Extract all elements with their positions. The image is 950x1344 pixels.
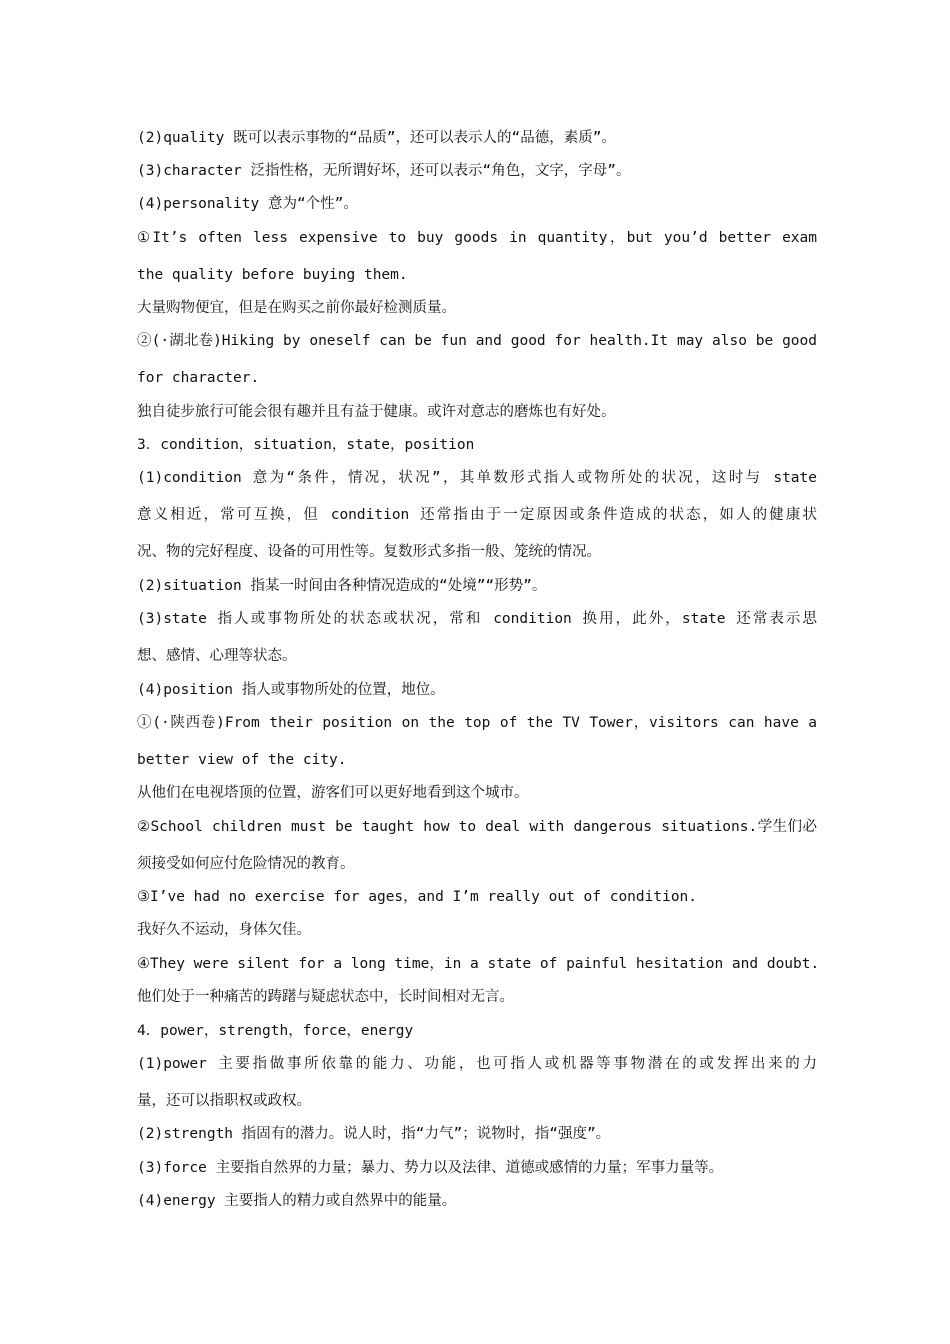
section-heading: 4．power，strength，force，energy: [137, 1023, 414, 1039]
text-line: the quality before buying them.: [137, 267, 408, 283]
text-line: 量，还可以指职权或政权。: [137, 1093, 311, 1109]
text-line: ③I’ve had no exercise for ages，and I’m really out of condition.: [137, 889, 698, 905]
text-line: ④They were silent for a long time，in a state of painful hesitation and doubt.: [137, 956, 820, 972]
text-line: 独自徒步旅行可能会很有趣并且有益于健康。或许对意志的磨炼也有好处。: [137, 404, 616, 420]
text-line: (1)power 主要指做事所依靠的能力、功能，也可指人或机器等事物潜在的或发挥出来的力: [137, 1056, 817, 1072]
text-line: 想、感情、心理等状态。: [137, 648, 297, 664]
text-line: for character.: [137, 370, 260, 386]
text-line: 意义相近，常可互换，但 condition 还常指由于一定原因或条件造成的状态，如人的健康状: [137, 507, 817, 523]
text-line: (3)character 泛指性格，无所谓好坏，还可以表示“角色，文字，字母”。: [137, 163, 631, 179]
text-line: 大量购物便宜，但是在购买之前你最好检测质量。: [137, 300, 456, 316]
text-line: 从他们在电视塔顶的位置，游客们可以更好地看到这个城市。: [137, 785, 529, 801]
text-line: (4)personality 意为“个性”。: [137, 196, 358, 212]
text-line: (4)position 指人或事物所处的位置，地位。: [137, 682, 445, 698]
text-line: 我好久不运动，身体欠佳。: [137, 922, 311, 938]
section-heading: 3．condition，situation，state，position: [137, 437, 475, 453]
text-line: ②School children must be taught how to deal with dangerous situations.学生们必: [137, 819, 817, 835]
text-line: 况、物的完好程度、设备的可用性等。复数形式多指一般、笼统的情况。: [137, 544, 601, 560]
text-line: (4)energy 主要指人的精力或自然界中的能量。: [137, 1193, 457, 1209]
text-line: 他们处于一种痛苦的踌躇与疑虑状态中，长时间相对无言。: [137, 989, 514, 1005]
text-line: (2)quality 既可以表示事物的“品质”，还可以表示人的“品德，素质”。: [137, 130, 616, 146]
text-line: (3)force 主要指自然界的力量；暴力、势力以及法律、道德或感情的力量；军事力量等。: [137, 1160, 724, 1176]
text-line: ①(·陕西卷)From their position on the top of the TV Tower，visitors can have a: [137, 715, 817, 731]
text-line: (2)strength 指固有的潜力。说人时，指“力气”；说物时，指“强度”。: [137, 1126, 611, 1142]
text-line: (2)situation 指某一时间由各种情况造成的“处境”“形势”。: [137, 578, 547, 594]
text-line: 须接受如何应付危险情况的教育。: [137, 856, 355, 872]
text-line: better view of the city.: [137, 752, 347, 768]
text-line: (3)state 指人或事物所处的状态或状况，常和 condition 换用，此外，state 还常表示思: [137, 611, 817, 627]
text-line: ①It’s often less expensive to buy goods in quantity，but you’d better exam: [137, 230, 817, 246]
text-line: (1)condition 意为“条件，情况，状况”，其单数形式指人或物所处的状况，这时与 state: [137, 470, 817, 486]
text-line: ②(·湖北卷)Hiking by oneself can be fun and good for health.It may also be good: [137, 333, 817, 349]
